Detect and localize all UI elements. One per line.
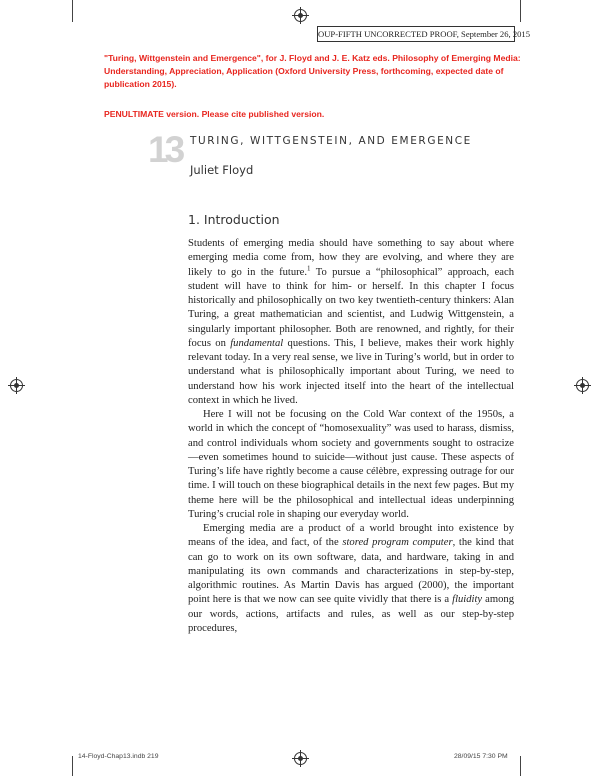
chapter-author: Juliet Floyd xyxy=(190,163,254,177)
registration-mark-left-icon xyxy=(10,379,23,392)
section-heading: 1. Introduction xyxy=(188,212,280,227)
paragraph-1-emphasis: fundamental xyxy=(230,337,284,349)
paragraph-3 xyxy=(188,522,514,636)
body-text xyxy=(188,237,514,636)
paragraph-3-emphasis-2: fluidity xyxy=(452,594,483,606)
footer-file-label: 14-Floyd-Chap13.indb 219 xyxy=(78,753,159,760)
proof-label: OUP-FIFTH UNCORRECTED PROOF, September 26, 2015 xyxy=(317,26,515,42)
paragraph-2: Here I will not be focusing on the Cold War context of the 1950s, a world in which the concept of “homosexuality” was used to harass, dismiss, and control individuals whom society and governments sought to ostracize—even sometimes hound to suicide—without just cause. These aspects of Turing’s life have rightly become a cause célèbre, expressing outrage for our time. I will touch on these biographical details in the next few pages. But my theme here will be the philosophical and intellectual ideas underpinning Turing’s crucial role in shaping our everyday world. xyxy=(188,409,514,520)
crop-mark-top-right xyxy=(520,0,521,22)
paragraph-1-part-b: To pursue a “philosophical” approach, each student will have to think for him- or herself. In this chapter I focus historically and philosophically on two key twentieth-century thinkers: Alan Turing, a great mathematician and scientist, and Ludwig Wittgenstein, a singularly important philosopher. Both are renowned, and rightly, for their focus on xyxy=(188,266,515,349)
crop-mark-bottom-left xyxy=(72,756,73,776)
paragraph-3-emphasis-1: stored program computer xyxy=(342,537,453,549)
footer-date-label: 28/09/15 7:30 PM xyxy=(454,753,508,760)
crop-mark-bottom-right xyxy=(520,756,521,776)
chapter-number: 13 xyxy=(148,129,182,170)
paragraph-1-part-c: questions. This, I believe, makes their work highly relevant today. In a very real sense, we live in Turing’s world, but in order to understand what is philosophically important about Turing, we need to understand how his work injected itself into the heart of the intellectual context in which he lived. xyxy=(188,337,514,406)
registration-mark-bottom-icon xyxy=(294,752,307,765)
registration-mark-top-icon xyxy=(294,9,307,22)
footnote-marker: 1 xyxy=(307,263,311,272)
version-note: PENULTIMATE version. Please cite published version. xyxy=(104,109,325,119)
paragraph-1 xyxy=(188,237,514,408)
chapter-title: TURING, WITTGENSTEIN, AND EMERGENCE xyxy=(190,135,472,147)
paragraph-1-part-a: Students of emerging media should have something to say about where emerging media come from, how they are evolving, and where they are likely to go in the future. xyxy=(188,238,514,278)
paragraph-3-part-a: Emerging media are a product of a world brought into existence by means of the idea, and fact, of the xyxy=(188,523,514,549)
paragraph-3-part-c: among our words, actions, artifacts and rules, as well as our step-by-step procedures, xyxy=(188,594,514,634)
crop-mark-top-left xyxy=(72,0,73,22)
citation-note: "Turing, Wittgenstein and Emergence", for J. Floyd and J. E. Katz eds. Philosophy of Emerging Media: Understanding, Appreciation, Application (Oxford University Press, forthcoming, expected date of publication 2015). xyxy=(104,53,521,89)
paragraph-3-part-b: , the kind that can go to work on its own software, data, and hardware, taking in and manipulating its own commands and characterizations in step-by-step, algorithmic routines. As Martin Davis has argued (2000), the important point here is that we now can see quite vividly that there is a xyxy=(188,537,514,606)
registration-mark-right-icon xyxy=(576,379,589,392)
